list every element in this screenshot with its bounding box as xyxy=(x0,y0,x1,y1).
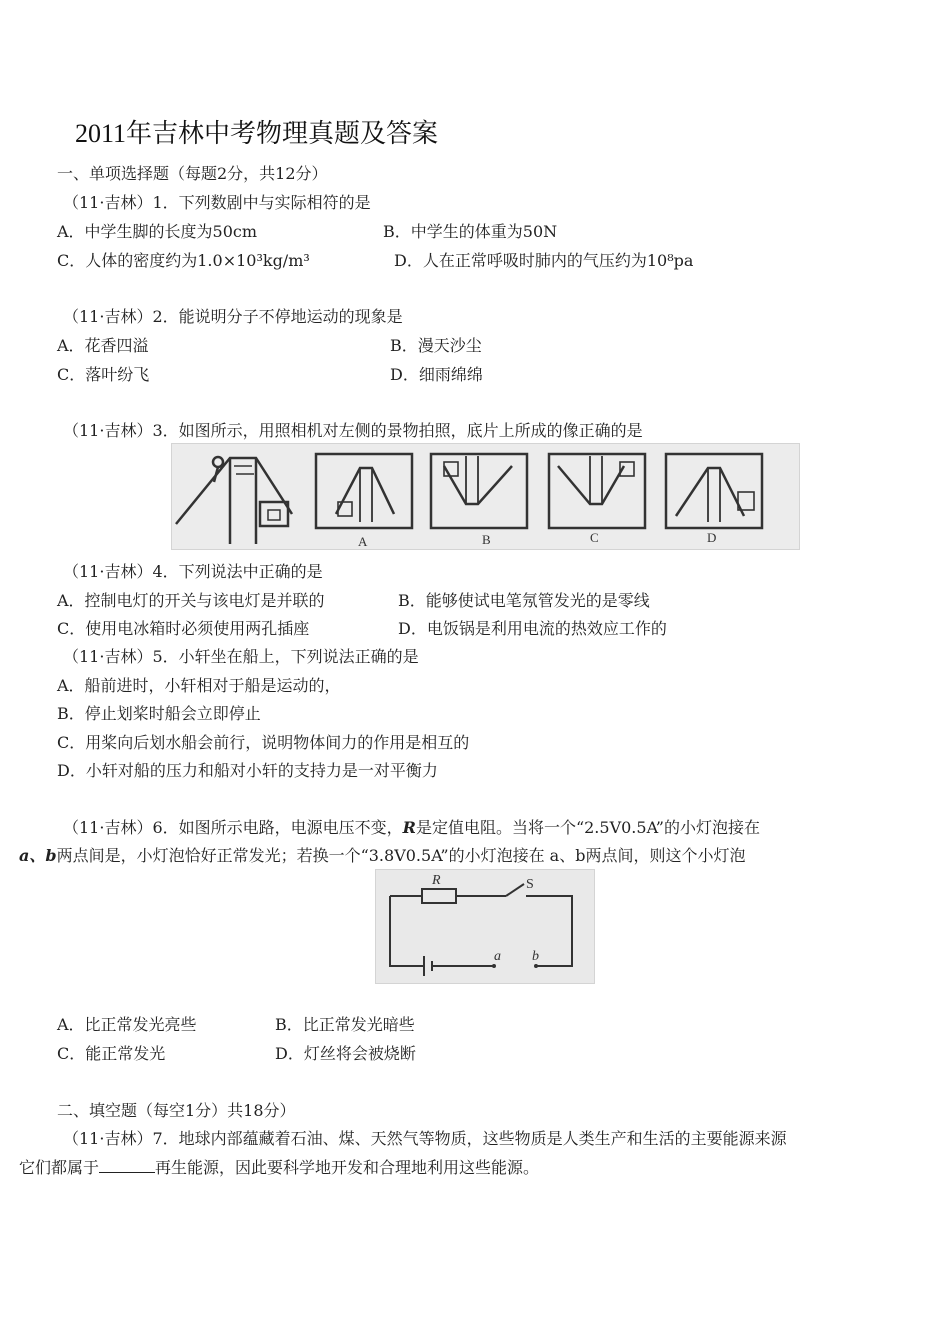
question-6-option-c: C．能正常发光 xyxy=(57,1044,166,1063)
section-heading-choice: 一、单项选择题（每题2分，共12分） xyxy=(57,164,328,183)
question-4-option-a: A．控制电灯的开关与该电灯是并联的 xyxy=(57,591,325,610)
question-5-option-d: D．小轩对船的压力和船对小轩的支持力是一对平衡力 xyxy=(57,761,438,780)
figure-label-a: A xyxy=(358,534,368,549)
question-4-stem: （11·吉林）4．下列说法中正确的是 xyxy=(63,562,323,581)
question-7-text-a: 它们都属于 xyxy=(19,1158,100,1177)
question-4-option-d: D．电饭锅是利用电流的热效应工作的 xyxy=(398,619,667,638)
circuit-drawing xyxy=(376,870,594,983)
question-6-symbol-ab: a、b xyxy=(19,846,57,865)
section-heading-fill: 二、填空题（每空1分）共18分） xyxy=(57,1101,296,1120)
page-title: 2011年吉林中考物理真题及答案 xyxy=(75,119,439,148)
question-1-option-a: A．中学生脚的长度为50cm xyxy=(57,222,258,241)
question-2-stem: （11·吉林）2．能说明分子不停地运动的现象是 xyxy=(63,307,403,326)
question-4-option-c: C．使用电冰箱时必须使用两孔插座 xyxy=(57,619,310,638)
question-1-option-d: D．人在正常呼吸时肺内的气压约为10⁸pa xyxy=(394,251,694,270)
question-5-stem: （11·吉林）5．小轩坐在船上，下列说法正确的是 xyxy=(63,647,419,666)
question-7-line-2 xyxy=(19,1158,539,1178)
question-3-figure xyxy=(171,443,800,550)
question-6-text-a: （11·吉林）6．如图所示电路，电源电压不变， xyxy=(63,818,403,837)
camera-images-drawing xyxy=(172,444,799,549)
circuit-label-b: b xyxy=(532,949,539,964)
figure-label-d: D xyxy=(707,530,717,545)
question-3-stem: （11·吉林）3．如图所示，用照相机对左侧的景物拍照，底片上所成的像正确的是 xyxy=(63,421,643,440)
question-6-line-2 xyxy=(19,846,745,866)
question-7-line-1: （11·吉林）7．地球内部蕴藏着石油、煤、天然气等物质，这些物质是人类生产和生活的主要能源来源 xyxy=(63,1129,787,1148)
question-1-stem: （11·吉林）1．下列数剧中与实际相符的是 xyxy=(63,193,371,212)
question-2-option-b: B．漫天沙尘 xyxy=(390,336,482,355)
question-2-option-c: C．落叶纷飞 xyxy=(57,365,150,384)
circuit-label-a: a xyxy=(494,949,501,964)
question-7-text-b: 再生能源，因此要科学地开发和合理地利用这些能源。 xyxy=(155,1158,540,1177)
question-6-symbol-r: R xyxy=(402,818,416,837)
figure-label-c: C xyxy=(590,530,599,545)
circuit-label-r: R xyxy=(432,873,441,888)
circuit-label-s: S xyxy=(526,877,534,892)
question-5-option-b: B．停止划桨时船会立即停止 xyxy=(57,704,261,723)
answer-blank[interactable] xyxy=(99,1158,155,1173)
question-5-option-a: A．船前进时，小轩相对于船是运动的， xyxy=(57,676,341,695)
question-6-option-b: B．比正常发光暗些 xyxy=(275,1015,415,1034)
question-2-option-d: D．细雨绵绵 xyxy=(390,365,483,384)
question-2-option-a: A．花香四溢 xyxy=(57,336,149,355)
question-6-circuit-figure xyxy=(375,869,595,984)
question-6-text-c: 两点间是，小灯泡恰好正常发光；若换一个“3.8V0.5A”的小灯泡接在 a、b两点间，则这个小灯泡 xyxy=(56,846,746,865)
question-1-option-c: C．人体的密度约为1.0×10³kg/m³ xyxy=(57,251,310,270)
question-4-option-b: B．能够使试电笔氖管发光的是零线 xyxy=(398,591,650,610)
figure-label-b: B xyxy=(482,532,491,547)
question-6-text-b: 是定值电阻。当将一个“2.5V0.5A”的小灯泡接在 xyxy=(415,818,760,837)
question-6-option-a: A．比正常发光亮些 xyxy=(57,1015,197,1034)
question-1-option-b: B．中学生的体重为50N xyxy=(383,222,558,241)
question-6-line-1 xyxy=(63,818,760,838)
question-5-option-c: C．用桨向后划水船会前行，说明物体间力的作用是相互的 xyxy=(57,733,470,752)
question-6-option-d: D．灯丝将会被烧断 xyxy=(275,1044,416,1063)
